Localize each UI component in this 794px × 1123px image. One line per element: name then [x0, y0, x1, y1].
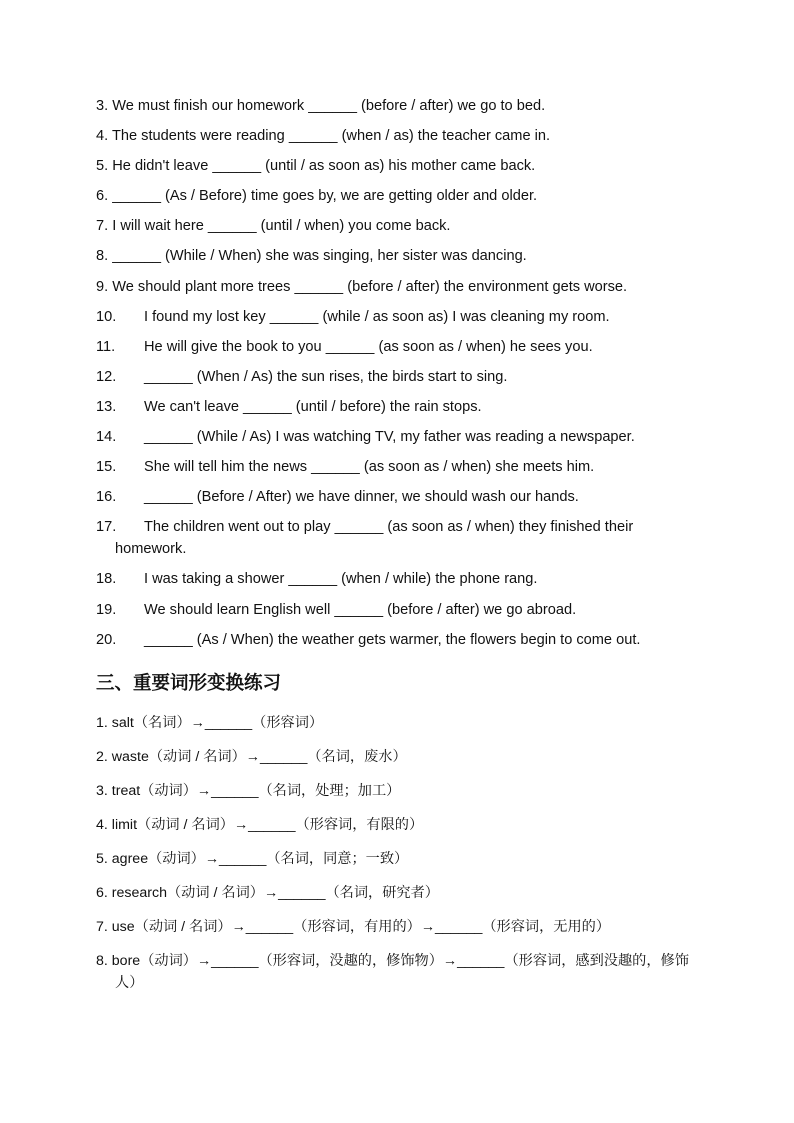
item-text: We must finish our homework ______ (before / after) we go to bed.	[112, 98, 546, 114]
list-item	[96, 780, 706, 802]
item-text: ______ (As / When) the weather gets warmer, the flowers begin to come out.	[144, 631, 641, 648]
item-number: 8.	[96, 953, 108, 969]
item-number: 4.	[96, 817, 108, 833]
item-text: I will wait here ______ (until / when) you come back.	[112, 218, 451, 235]
item-number: 3.	[96, 783, 108, 799]
item-number: 6.	[96, 188, 109, 205]
list-item	[96, 95, 706, 117]
item-number: 5.	[96, 851, 108, 867]
item-number: 10.	[96, 308, 117, 325]
list-item	[96, 245, 706, 267]
item-number: 5.	[96, 158, 109, 175]
list-item	[96, 848, 706, 870]
list-item	[96, 276, 706, 298]
conjunction-exercise-list	[96, 95, 706, 659]
item-text: waste（动词 / 名词）→______（名词，废水）	[111, 749, 407, 765]
list-item	[96, 366, 706, 388]
list-item	[96, 568, 706, 590]
list-item	[96, 185, 706, 207]
item-text: We can't leave ______ (until / before) the rain stops.	[144, 398, 482, 415]
item-text: salt（名词）→______（形容词）	[111, 715, 324, 731]
item-text: treat（动词）→______（名词，处理；加工）	[111, 783, 401, 799]
item-text: I found my lost key ______ (while / as soon as) I was cleaning my room.	[144, 308, 610, 325]
list-item	[96, 712, 706, 734]
item-text: He didn't leave ______ (until / as soon as) his mother came back.	[112, 158, 536, 175]
list-item	[96, 516, 706, 560]
list-item	[96, 155, 706, 177]
item-text: ______ (When / As) the sun rises, the birds start to sing.	[144, 368, 508, 385]
list-item	[96, 486, 706, 508]
item-text: The children went out to play ______ (as soon as / when) they finished their homework.	[115, 519, 634, 558]
item-text: We should plant more trees ______ (before / after) the environment gets worse.	[112, 278, 628, 295]
item-number: 6.	[96, 885, 108, 901]
list-item	[96, 215, 706, 237]
item-text: use（动词 / 名词）→______（形容词，有用的）→______（形容词，无用的）	[111, 919, 611, 935]
item-number: 15.	[96, 459, 117, 476]
list-item	[96, 456, 706, 478]
item-number: 7.	[96, 218, 109, 235]
item-text: He will give the book to you ______ (as soon as / when) he sees you.	[144, 338, 593, 355]
list-item	[96, 396, 706, 418]
item-number: 14.	[96, 429, 117, 446]
item-text: research（动词 / 名词）→______（名词，研究者）	[111, 885, 439, 901]
item-text: bore（动词）→______（形容词，没趣的，修饰物）→______（形容词，感到没趣的，修饰人）	[111, 953, 689, 991]
item-number: 2.	[96, 749, 108, 765]
item-text: ______ (As / Before) time goes by, we are getting older and older.	[112, 188, 538, 205]
item-number: 18.	[96, 571, 117, 588]
item-number: 16.	[96, 489, 117, 506]
list-item	[96, 950, 706, 994]
list-item	[96, 426, 706, 448]
item-text: We should learn English well ______ (before / after) we go abroad.	[144, 601, 577, 618]
list-item	[96, 306, 706, 328]
list-item	[96, 599, 706, 621]
item-text: limit（动词 / 名词）→______（形容词，有限的）	[111, 817, 424, 833]
item-text: The students were reading ______ (when / as) the teacher came in.	[111, 128, 551, 145]
item-number: 17.	[96, 519, 117, 536]
item-text: ______ (Before / After) we have dinner, we should wash our hands.	[144, 489, 579, 506]
item-number: 3.	[96, 98, 109, 114]
item-number: 8.	[96, 248, 109, 265]
list-item	[96, 916, 706, 938]
list-item	[96, 746, 706, 768]
item-number: 4.	[96, 128, 109, 145]
item-text: agree（动词）→______（名词，同意；一致）	[111, 851, 409, 867]
word-form-exercise-list	[96, 712, 706, 994]
item-number: 13.	[96, 398, 117, 415]
item-number: 7.	[96, 919, 108, 935]
item-number: 12.	[96, 368, 117, 385]
item-text: I was taking a shower ______ (when / while) the phone rang.	[144, 571, 538, 588]
item-number: 11.	[96, 338, 116, 355]
item-number: 1.	[96, 715, 108, 731]
item-number: 20.	[96, 631, 117, 648]
list-item	[96, 336, 706, 358]
item-text: She will tell him the news ______ (as soon as / when) she meets him.	[144, 459, 595, 476]
item-number: 9.	[96, 278, 109, 295]
item-text: ______ (While / As) I was watching TV, my father was reading a newspaper.	[144, 429, 635, 446]
item-number: 19.	[96, 601, 117, 618]
list-item	[96, 629, 706, 651]
section-heading: 三、重要词形变换练习	[96, 673, 282, 694]
list-item	[96, 814, 706, 836]
item-text: ______ (While / When) she was singing, her sister was dancing.	[112, 248, 527, 265]
list-item	[96, 125, 706, 147]
list-item	[96, 882, 706, 904]
